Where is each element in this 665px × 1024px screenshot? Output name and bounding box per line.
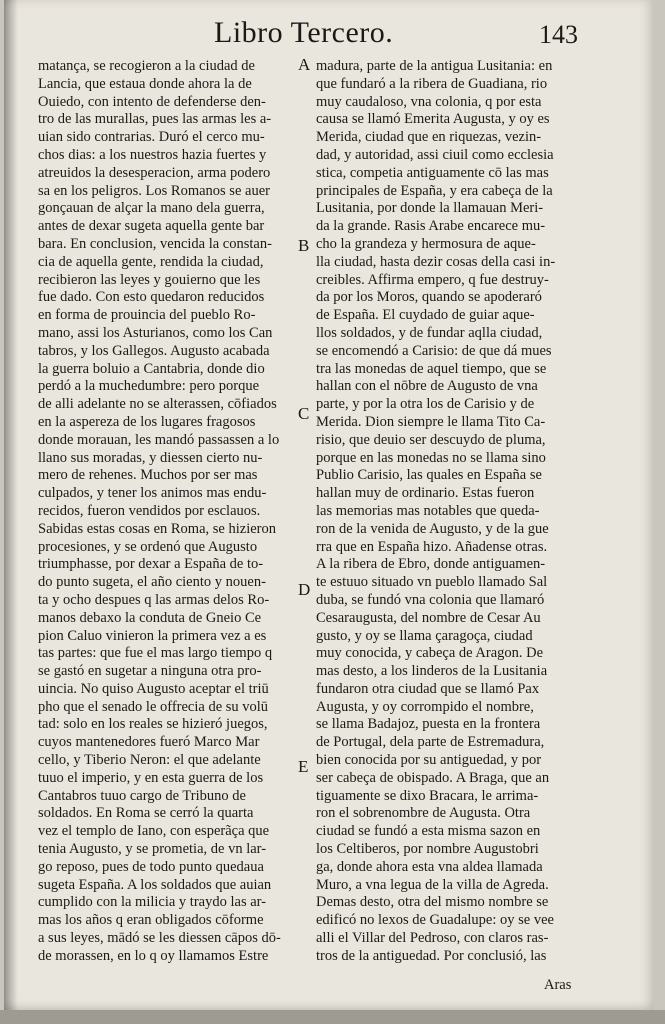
right-text-column (316, 58, 578, 966)
text-line: cumplido con la milicia y traydo las ar- (38, 894, 267, 911)
text-line: tro de las murallas, pues las armas les a- (38, 111, 272, 128)
catchword: Aras (544, 977, 572, 993)
text-line: procesiones, y se ordenó que Augusto (38, 538, 258, 555)
text-line: en la aspereza de los lugares fragosos (38, 413, 256, 430)
text-line: donde morauan, les mandó passassen a lo (38, 431, 280, 448)
text-line: tra las monedas de aquel tiempo, que se (316, 360, 547, 377)
text-line: uincia. No quiso Augusto aceptar el triū (38, 680, 269, 697)
text-line: ga, donde ahora esta vna aldea llamada (316, 858, 543, 875)
text-line: Augusta, y oy corrompido el nombre, (316, 698, 534, 715)
text-line: perdó a la muchedumbre: pero porque (38, 378, 260, 395)
text-line: tiguamente se dixo Bracara, le arrima- (316, 787, 539, 804)
text-line: dad, y autoridad, assi ciuil como ecclesia (316, 146, 554, 163)
text-line: Cantabros tuuo cargo de Tribuno de (38, 787, 246, 804)
text-line: gusto, y oy se llama çaragoça, ciudad (316, 627, 533, 644)
text-line: Lancia, que estaua donde ahora la de (38, 75, 252, 92)
text-line: edificó no lexos de Guadalupe: oy se vee (316, 912, 554, 929)
text-line: mas los años q eran obligados cōforme (38, 912, 264, 929)
text-line: da la grande. Rasis Arabe encarece mu- (316, 218, 546, 235)
text-line: muy caudaloso, vna colonia, q por esta (316, 93, 542, 110)
text-line: causa se llamó Emerita Augusta, y oy es (316, 111, 550, 128)
text-line: cello, y Tiberio Neron: el que adelante (38, 752, 261, 769)
text-line: bien conocida por su antiguedad, y por (316, 752, 542, 769)
margin-marker-e: E (298, 757, 309, 776)
text-line: Lusitania, por donde la llamauan Meri- (316, 200, 544, 217)
text-line: cia de aquella gente, rendida la ciudad, (38, 253, 264, 270)
text-line: llos soldados, y de fundar aqlla ciudad, (316, 324, 543, 341)
text-line: sa en los peligros. Los Romanos se auer (38, 182, 270, 199)
text-line: sugeta España. A los soldados que auian (38, 876, 272, 893)
text-line: hallan muy de ordinario. Estas fueron (316, 485, 535, 502)
text-line: cuyos mantenedores fueró Marco Mar (38, 734, 260, 751)
scan-bottom-edge (0, 1010, 665, 1024)
text-line: uian sido contrarias. Duró el cerco mu- (38, 129, 265, 146)
text-line: las memorias mas notables que queda- (316, 502, 540, 519)
text-line: creibles. Affirma empero, q fue destruy- (316, 271, 549, 288)
text-line: de Portugal, dela parte de Estremadura, (316, 734, 545, 751)
text-line: ta y ocho despues q las armas delos Ro- (38, 591, 270, 608)
text-line: duba, se fundó vna colonia que llamaró (316, 591, 545, 608)
text-line: go reposo, pues de todo punto quedaua (38, 858, 264, 875)
text-line: pion Caluo vinieron la primera vez a es (38, 627, 267, 644)
text-line: fue dado. Con esto quedaron reducidos (38, 289, 265, 306)
text-line: Merida. Dion siempre le llama Tito Ca- (316, 413, 546, 430)
text-line: pho que el senado le offrecia de su volū (38, 698, 269, 715)
text-line: matança, se recogieron a la ciudad de (38, 58, 255, 74)
text-line: stica, competia antiguamente cō las mas (316, 164, 549, 181)
text-line: cho la grandeza y hermosura de aque- (316, 235, 536, 252)
text-line: llano sus moradas, y diessen cierto nu- (38, 449, 263, 466)
text-line: de España. El cuydado de guiar aque- (316, 307, 535, 324)
text-line: manos debaxo la conduta de Gneio Ce (38, 609, 262, 626)
text-line: porque en las monedas no se llama sino (316, 449, 546, 466)
page-gutter-shadow (4, 0, 18, 1010)
margin-marker-a: A (298, 55, 311, 74)
text-line: bara. En conclusion, vencida la constan- (38, 235, 272, 252)
text-line: tros de la antiguedad. Por conclusió, las (316, 947, 547, 964)
text-line: A la ribera de Ebro, donde antiguamen- (316, 556, 546, 573)
text-line: tuuo el imperio, y en esta guerra de los (38, 769, 264, 786)
text-line: ron el sobrenombre de Augusta. Otra (316, 805, 531, 822)
text-line: tabros, y los Gallegos. Augusto acabada (38, 342, 270, 359)
running-header-title: Libro Tercero. (214, 16, 394, 49)
text-line: Muro, a vna legua de la villa de Agreda. (316, 876, 549, 893)
text-line: risio, que deuio ser descuydo de pluma, (316, 431, 546, 448)
text-line: se gastó en sugetar a ninguna otra pro- (38, 663, 262, 680)
text-line: a sus leyes, mādó se les diessen cāpos dō- (38, 930, 281, 947)
text-line: tenia Augusto, y se prometia, de vn lar- (38, 841, 267, 858)
text-line: lla ciudad, hasta dezir cosas della casi in- (316, 253, 556, 270)
left-text-column (38, 58, 300, 966)
margin-marker-d: D (298, 580, 311, 599)
text-line: fundaron otra ciudad que se llamó Pax (316, 680, 540, 697)
text-line: muy conocida, y cabeça de Aragon. De (316, 645, 544, 662)
text-line: tas partes: que fue el mas largo tiempo q (38, 645, 273, 662)
text-line: principales de España, y era cabeça de la (316, 182, 553, 199)
text-line: Cesaraugusta, del nombre de Cesar Au (316, 609, 541, 626)
text-line: de morassen, en lo q oy llamamos Estre (38, 947, 269, 964)
text-line: gonçauan de alçar la mano dela guerra, (38, 200, 265, 217)
text-line: se llama Badajoz, puesta en la frontera (316, 716, 541, 733)
text-line: ser cabeça de obispado. A Braga, que an (316, 769, 550, 786)
text-line: triumphasse, por dexar a España de to- (38, 556, 264, 573)
text-line: culpados, y tener los animos mas endu- (38, 485, 267, 502)
text-line: madura, parte de la antigua Lusitania: en (316, 58, 553, 74)
text-line: antes de dexar sugeta aquella gente bar (38, 218, 265, 235)
text-line: Demas desto, otra del mismo nombre se (316, 894, 549, 911)
text-line: rra que en España hizo. Añadense otras. (316, 538, 548, 555)
text-line: que fundaró a la ribera de Guadiana, rio (316, 75, 548, 92)
text-line: en forma de prouincia del pueblo Ro- (38, 307, 256, 324)
text-line: Merida, ciudad que en riquezas, vezin- (316, 129, 542, 146)
margin-marker-b: B (298, 236, 310, 255)
text-line: ciudad se fundó a esta misma sazon en (316, 823, 541, 840)
text-line: te estuuo situado vn pueblo llamado Sal (316, 574, 548, 591)
text-line: chos dias: a los nuestros hazia fuertes y (38, 146, 267, 163)
text-line: Ouiedo, con intento de defenderse den- (38, 93, 266, 110)
text-line: recibieron las leyes y gouierno que les (38, 271, 261, 288)
text-line: los Celtiberos, por nombre Augustobri (316, 841, 539, 858)
text-line: vez el templo de Iano, con esperãça que (38, 823, 270, 840)
text-line: parte, y por la otra los de Carisio y de (316, 396, 535, 413)
page-number: 143 (539, 20, 578, 49)
text-line: recidos, fueron vendidos por esclauos. (38, 502, 261, 519)
text-line: mero de rehenes. Muchos por ser mas (38, 467, 258, 484)
text-line: Publio Carisio, las quales en España se (316, 467, 542, 484)
text-line: de alli adelante no se alterassen, cōfiados (38, 396, 277, 413)
text-line: mano, assi los Asturianos, como los Can (38, 324, 273, 341)
text-line: alli el Villar del Pedroso, con claros ras- (316, 930, 549, 947)
text-line: Sabidas estas cosas en Roma, se hizieron (38, 520, 276, 537)
text-line: da por los Moros, quando se apoderaró (316, 289, 542, 306)
margin-marker-c: C (298, 404, 310, 423)
text-line: se encomendó a Carisio: de que dá mues (316, 342, 552, 359)
text-line: mas desto, a los linderos de la Lusitania (316, 663, 548, 680)
book-page (4, 0, 654, 1010)
text-line: tad: solo en los reales se hizieró juegos, (38, 716, 268, 733)
text-line: hallan con el nōbre de Augusto de vna (316, 378, 538, 395)
text-line: ron de la venida de Augusto, y de la gue (316, 520, 549, 537)
text-line: do punto sugeta, el año ciento y nouen- (38, 574, 266, 591)
text-line: soldados. En Roma se cerró la quarta (38, 805, 254, 822)
text-line: atreuidos la desesperacion, arma podero (38, 164, 271, 181)
text-line: la guerra boluio a Cantabria, donde dio (38, 360, 265, 377)
